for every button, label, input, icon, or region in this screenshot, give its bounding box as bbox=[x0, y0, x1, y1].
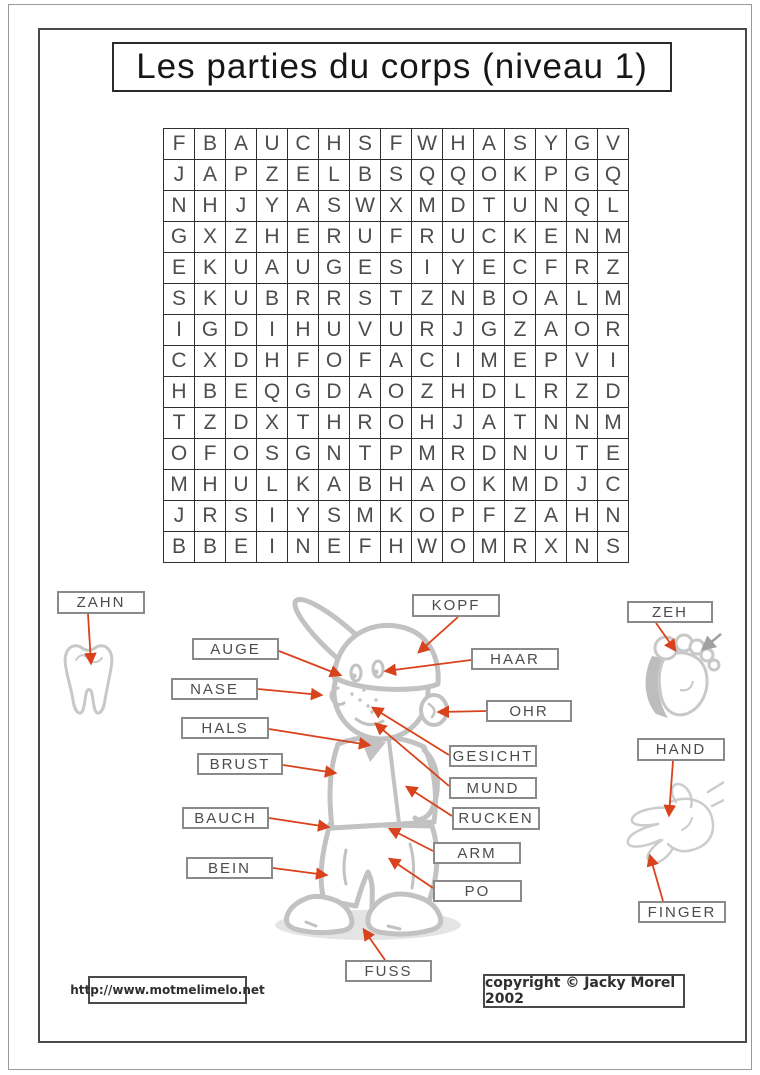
grid-cell: Q bbox=[598, 160, 629, 191]
label-box-mund: MUND bbox=[449, 777, 537, 799]
grid-cell: K bbox=[505, 160, 536, 191]
grid-cell: S bbox=[319, 501, 350, 532]
grid-cell: N bbox=[288, 532, 319, 563]
grid-cell: T bbox=[350, 439, 381, 470]
grid-cell: I bbox=[257, 501, 288, 532]
grid-cell: J bbox=[443, 408, 474, 439]
label-box-nase: NASE bbox=[171, 678, 258, 700]
grid-cell: U bbox=[505, 191, 536, 222]
grid-row bbox=[164, 253, 629, 284]
grid-cell: T bbox=[164, 408, 195, 439]
right-shoe bbox=[368, 894, 441, 934]
grid-row bbox=[164, 284, 629, 315]
grid-cell: S bbox=[381, 253, 412, 284]
grid-cell: R bbox=[505, 532, 536, 563]
grid-cell: E bbox=[226, 532, 257, 563]
grid-cell: T bbox=[505, 408, 536, 439]
grid-cell: U bbox=[350, 222, 381, 253]
grid-cell: A bbox=[226, 129, 257, 160]
grid-row bbox=[164, 160, 629, 191]
grid-cell: R bbox=[567, 253, 598, 284]
grid-cell: U bbox=[226, 253, 257, 284]
grid-cell: O bbox=[412, 501, 443, 532]
wordsearch-table bbox=[163, 128, 629, 563]
grid-cell: L bbox=[567, 284, 598, 315]
grid-cell: N bbox=[567, 222, 598, 253]
grid-row bbox=[164, 470, 629, 501]
grid-cell: P bbox=[536, 346, 567, 377]
grid-cell: M bbox=[412, 439, 443, 470]
hand-illustration bbox=[612, 778, 724, 868]
grid-cell: J bbox=[443, 315, 474, 346]
grid-cell: G bbox=[319, 253, 350, 284]
grid-cell: E bbox=[226, 377, 257, 408]
grid-cell: E bbox=[536, 222, 567, 253]
grid-cell: A bbox=[381, 346, 412, 377]
label-box-arm: ARM bbox=[433, 842, 521, 864]
grid-cell: I bbox=[164, 315, 195, 346]
grid-cell: R bbox=[288, 284, 319, 315]
grid-cell: K bbox=[288, 470, 319, 501]
grid-cell: J bbox=[164, 501, 195, 532]
grid-cell: O bbox=[381, 377, 412, 408]
grid-cell: A bbox=[536, 284, 567, 315]
grid-cell: K bbox=[381, 501, 412, 532]
grid-cell: I bbox=[443, 346, 474, 377]
grid-cell: L bbox=[598, 191, 629, 222]
grid-cell: Z bbox=[257, 160, 288, 191]
grid-cell: D bbox=[226, 408, 257, 439]
footer-url: http://www.motmelimelo.net bbox=[88, 976, 247, 1004]
grid-cell: G bbox=[288, 439, 319, 470]
grid-cell: T bbox=[288, 408, 319, 439]
grid-cell: M bbox=[505, 470, 536, 501]
grid-cell: H bbox=[319, 408, 350, 439]
grid-cell: U bbox=[257, 129, 288, 160]
grid-cell: A bbox=[474, 408, 505, 439]
grid-cell: G bbox=[474, 315, 505, 346]
grid-cell: N bbox=[567, 408, 598, 439]
grid-cell: E bbox=[350, 253, 381, 284]
grid-cell: M bbox=[598, 408, 629, 439]
grid-cell: Z bbox=[505, 315, 536, 346]
grid-cell: B bbox=[195, 532, 226, 563]
grid-cell: W bbox=[412, 532, 443, 563]
grid-cell: B bbox=[195, 377, 226, 408]
grid-cell: R bbox=[412, 222, 443, 253]
grid-cell: Z bbox=[598, 253, 629, 284]
grid-cell: H bbox=[257, 222, 288, 253]
grid-cell: S bbox=[350, 129, 381, 160]
grid-cell: T bbox=[567, 439, 598, 470]
grid-cell: Q bbox=[257, 377, 288, 408]
grid-cell: D bbox=[474, 439, 505, 470]
page-title: Les parties du corps (niveau 1) bbox=[112, 42, 672, 92]
grid-cell: U bbox=[288, 253, 319, 284]
grid-cell: A bbox=[257, 253, 288, 284]
grid-cell: L bbox=[505, 377, 536, 408]
label-box-ohr: OHR bbox=[486, 700, 572, 722]
grid-cell: O bbox=[567, 315, 598, 346]
label-box-hand: HAND bbox=[637, 738, 725, 761]
label-box-kopf: KOPF bbox=[412, 594, 500, 617]
grid-cell: F bbox=[536, 253, 567, 284]
grid-cell: B bbox=[257, 284, 288, 315]
label-box-zahn: ZAHN bbox=[57, 591, 145, 614]
grid-cell: N bbox=[164, 191, 195, 222]
grid-cell: R bbox=[598, 315, 629, 346]
label-box-haar: HAAR bbox=[471, 648, 559, 670]
grid-cell: C bbox=[288, 129, 319, 160]
grid-cell: G bbox=[567, 129, 598, 160]
grid-cell: H bbox=[443, 377, 474, 408]
grid-cell: H bbox=[288, 315, 319, 346]
grid-cell: H bbox=[195, 470, 226, 501]
grid-cell: E bbox=[164, 253, 195, 284]
grid-cell: F bbox=[350, 532, 381, 563]
wordsearch-grid bbox=[163, 128, 629, 563]
grid-cell: X bbox=[195, 346, 226, 377]
grid-cell: J bbox=[567, 470, 598, 501]
grid-cell: I bbox=[257, 532, 288, 563]
grid-cell: K bbox=[195, 253, 226, 284]
label-box-zeh: ZEH bbox=[627, 601, 713, 623]
grid-cell: E bbox=[474, 253, 505, 284]
grid-cell: U bbox=[536, 439, 567, 470]
label-box-rucken: RUCKEN bbox=[452, 807, 540, 830]
grid-cell: Z bbox=[505, 501, 536, 532]
grid-cell: S bbox=[319, 191, 350, 222]
grid-cell: R bbox=[319, 222, 350, 253]
grid-row bbox=[164, 532, 629, 563]
grid-row bbox=[164, 408, 629, 439]
label-box-bauch: BAUCH bbox=[182, 807, 269, 829]
foot-illustration bbox=[636, 628, 726, 723]
grid-cell: A bbox=[319, 470, 350, 501]
grid-cell: A bbox=[536, 315, 567, 346]
grid-cell: A bbox=[195, 160, 226, 191]
grid-cell: K bbox=[474, 470, 505, 501]
grid-cell: D bbox=[474, 377, 505, 408]
grid-cell: B bbox=[474, 284, 505, 315]
label-box-hals: HALS bbox=[181, 717, 269, 739]
grid-cell: G bbox=[288, 377, 319, 408]
grid-cell: R bbox=[536, 377, 567, 408]
grid-cell: J bbox=[226, 191, 257, 222]
grid-cell: R bbox=[350, 408, 381, 439]
grid-cell: F bbox=[288, 346, 319, 377]
grid-cell: N bbox=[443, 284, 474, 315]
grid-cell: M bbox=[598, 284, 629, 315]
grid-cell: M bbox=[412, 191, 443, 222]
grid-cell: D bbox=[226, 315, 257, 346]
left-shoe bbox=[286, 896, 351, 932]
grid-cell: H bbox=[195, 191, 226, 222]
grid-cell: S bbox=[505, 129, 536, 160]
grid-cell: Z bbox=[412, 377, 443, 408]
grid-cell: M bbox=[350, 501, 381, 532]
grid-cell: V bbox=[567, 346, 598, 377]
grid-cell: E bbox=[288, 160, 319, 191]
label-box-fuss: FUSS bbox=[345, 960, 432, 982]
grid-cell: X bbox=[257, 408, 288, 439]
grid-cell: K bbox=[505, 222, 536, 253]
grid-cell: H bbox=[164, 377, 195, 408]
grid-cell: G bbox=[164, 222, 195, 253]
grid-cell: S bbox=[350, 284, 381, 315]
grid-cell: N bbox=[319, 439, 350, 470]
grid-cell: F bbox=[474, 501, 505, 532]
grid-row bbox=[164, 191, 629, 222]
grid-cell: H bbox=[412, 408, 443, 439]
grid-cell: S bbox=[164, 284, 195, 315]
grid-cell: O bbox=[319, 346, 350, 377]
grid-row bbox=[164, 346, 629, 377]
grid-cell: S bbox=[226, 501, 257, 532]
grid-cell: O bbox=[164, 439, 195, 470]
grid-cell: R bbox=[195, 501, 226, 532]
label-box-po: PO bbox=[433, 880, 522, 902]
grid-cell: A bbox=[412, 470, 443, 501]
label-box-finger: FINGER bbox=[638, 901, 726, 923]
grid-cell: G bbox=[195, 315, 226, 346]
grid-cell: O bbox=[474, 160, 505, 191]
grid-cell: H bbox=[257, 346, 288, 377]
grid-cell: O bbox=[443, 532, 474, 563]
grid-cell: Z bbox=[226, 222, 257, 253]
footer-copyright: copyright © Jacky Morel 2002 bbox=[483, 974, 685, 1008]
grid-cell: F bbox=[381, 222, 412, 253]
grid-cell: N bbox=[536, 191, 567, 222]
grid-cell: H bbox=[443, 129, 474, 160]
label-box-gesicht: GESICHT bbox=[449, 745, 537, 767]
grid-row bbox=[164, 129, 629, 160]
grid-cell: W bbox=[350, 191, 381, 222]
grid-cell: B bbox=[350, 470, 381, 501]
grid-cell: Y bbox=[257, 191, 288, 222]
grid-cell: B bbox=[350, 160, 381, 191]
grid-cell: E bbox=[288, 222, 319, 253]
grid-cell: M bbox=[598, 222, 629, 253]
grid-row bbox=[164, 439, 629, 470]
grid-cell: H bbox=[319, 129, 350, 160]
grid-cell: O bbox=[381, 408, 412, 439]
grid-cell: C bbox=[474, 222, 505, 253]
grid-cell: O bbox=[505, 284, 536, 315]
grid-cell: N bbox=[536, 408, 567, 439]
grid-cell: O bbox=[226, 439, 257, 470]
grid-cell: X bbox=[381, 191, 412, 222]
grid-cell: N bbox=[567, 532, 598, 563]
grid-cell: K bbox=[195, 284, 226, 315]
grid-cell: U bbox=[319, 315, 350, 346]
grid-cell: E bbox=[505, 346, 536, 377]
grid-cell: L bbox=[257, 470, 288, 501]
grid-cell: Q bbox=[412, 160, 443, 191]
grid-cell: C bbox=[505, 253, 536, 284]
tooth-illustration bbox=[58, 638, 120, 726]
grid-cell: I bbox=[598, 346, 629, 377]
grid-cell: M bbox=[474, 346, 505, 377]
grid-cell: D bbox=[443, 191, 474, 222]
grid-cell: F bbox=[164, 129, 195, 160]
grid-row bbox=[164, 377, 629, 408]
grid-cell: A bbox=[536, 501, 567, 532]
grid-cell: Y bbox=[288, 501, 319, 532]
grid-cell: P bbox=[536, 160, 567, 191]
grid-cell: S bbox=[257, 439, 288, 470]
grid-cell: N bbox=[598, 501, 629, 532]
grid-cell: P bbox=[443, 501, 474, 532]
grid-cell: B bbox=[195, 129, 226, 160]
label-box-auge: AUGE bbox=[192, 638, 279, 660]
grid-cell: C bbox=[412, 346, 443, 377]
label-box-brust: BRUST bbox=[197, 753, 283, 775]
grid-cell: D bbox=[536, 470, 567, 501]
grid-cell: A bbox=[350, 377, 381, 408]
grid-cell: C bbox=[164, 346, 195, 377]
grid-cell: E bbox=[319, 532, 350, 563]
grid-cell: Z bbox=[195, 408, 226, 439]
grid-cell: F bbox=[381, 129, 412, 160]
grid-cell: F bbox=[195, 439, 226, 470]
grid-cell: L bbox=[319, 160, 350, 191]
grid-cell: H bbox=[381, 470, 412, 501]
grid-cell: T bbox=[474, 191, 505, 222]
grid-cell: A bbox=[474, 129, 505, 160]
grid-cell: P bbox=[226, 160, 257, 191]
grid-cell: D bbox=[319, 377, 350, 408]
grid-cell: R bbox=[443, 439, 474, 470]
grid-cell: Y bbox=[536, 129, 567, 160]
grid-cell: X bbox=[536, 532, 567, 563]
grid-cell: Z bbox=[567, 377, 598, 408]
grid-cell: M bbox=[164, 470, 195, 501]
label-box-bein: BEIN bbox=[186, 857, 273, 879]
grid-cell: V bbox=[350, 315, 381, 346]
grid-cell: U bbox=[443, 222, 474, 253]
grid-cell: H bbox=[381, 532, 412, 563]
grid-cell: Q bbox=[443, 160, 474, 191]
grid-cell: R bbox=[319, 284, 350, 315]
grid-cell: H bbox=[567, 501, 598, 532]
grid-cell: F bbox=[350, 346, 381, 377]
grid-cell: U bbox=[226, 284, 257, 315]
grid-cell: S bbox=[381, 160, 412, 191]
grid-cell: X bbox=[195, 222, 226, 253]
grid-cell: D bbox=[598, 377, 629, 408]
grid-cell: Y bbox=[443, 253, 474, 284]
grid-row bbox=[164, 315, 629, 346]
grid-cell: U bbox=[381, 315, 412, 346]
grid-cell: S bbox=[598, 532, 629, 563]
grid-cell: C bbox=[598, 470, 629, 501]
grid-cell: O bbox=[443, 470, 474, 501]
grid-cell: M bbox=[474, 532, 505, 563]
grid-cell: A bbox=[288, 191, 319, 222]
grid-cell: Z bbox=[412, 284, 443, 315]
grid-cell: U bbox=[226, 470, 257, 501]
grid-cell: T bbox=[381, 284, 412, 315]
grid-cell: Q bbox=[567, 191, 598, 222]
grid-cell: V bbox=[598, 129, 629, 160]
grid-cell: I bbox=[412, 253, 443, 284]
grid-row bbox=[164, 222, 629, 253]
grid-cell: D bbox=[226, 346, 257, 377]
grid-row bbox=[164, 501, 629, 532]
grid-cell: I bbox=[257, 315, 288, 346]
grid-cell: G bbox=[567, 160, 598, 191]
grid-cell: E bbox=[598, 439, 629, 470]
grid-cell: R bbox=[412, 315, 443, 346]
torso bbox=[330, 737, 436, 828]
grid-cell: B bbox=[164, 532, 195, 563]
toe-pointer-gray-arrow bbox=[703, 634, 721, 649]
grid-cell: W bbox=[412, 129, 443, 160]
grid-cell: J bbox=[164, 160, 195, 191]
grid-cell: P bbox=[381, 439, 412, 470]
grid-cell: N bbox=[505, 439, 536, 470]
